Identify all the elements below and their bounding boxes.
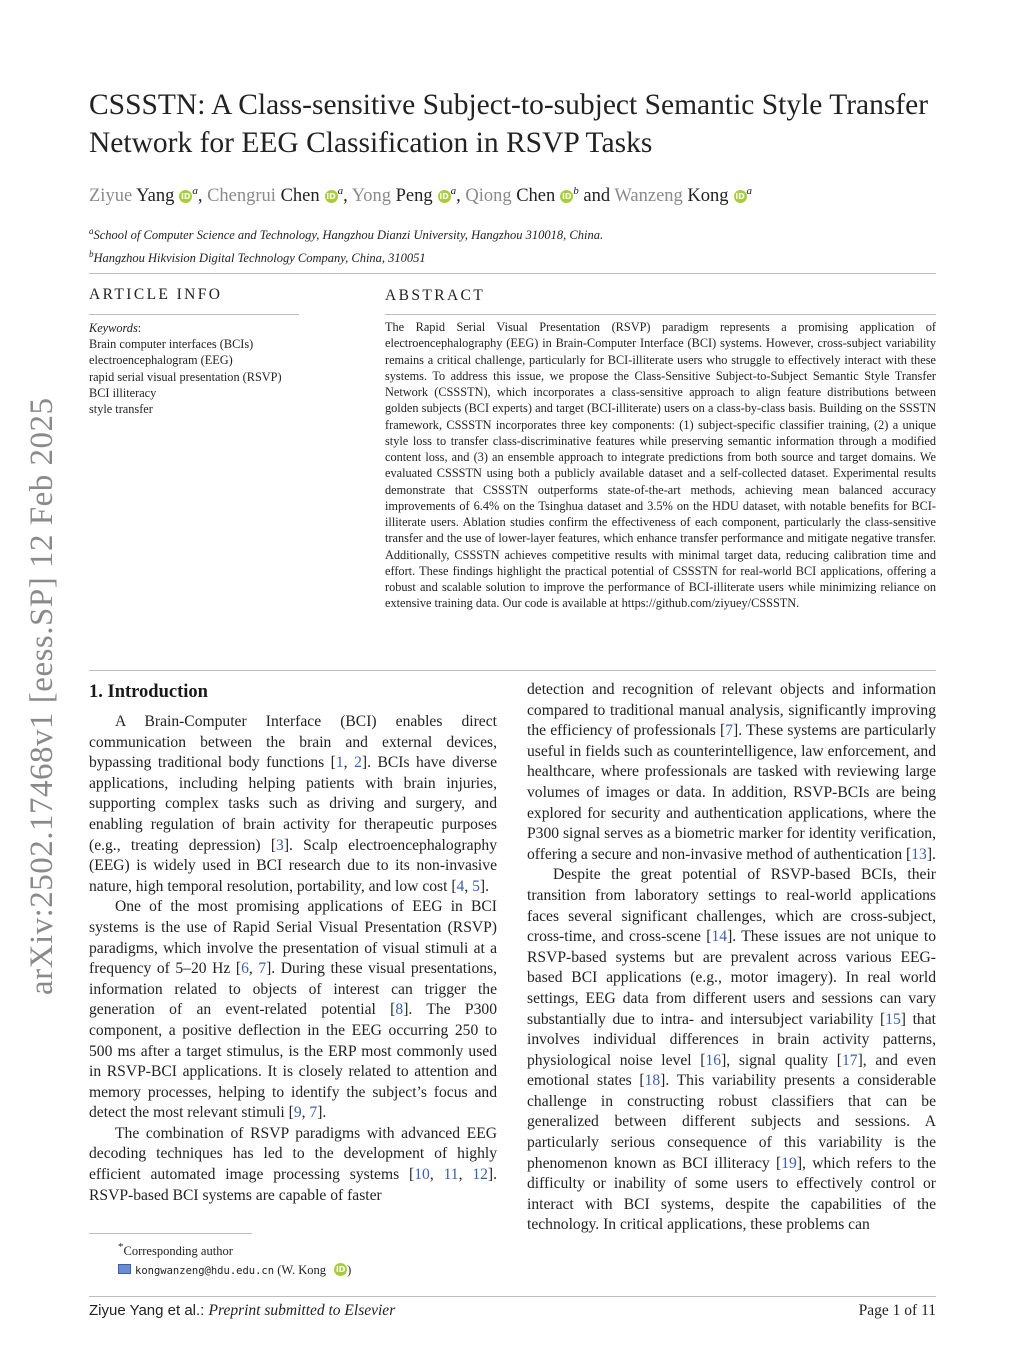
corresponding-name: (W. Kong [277, 1263, 327, 1278]
keyword-item: rapid serial visual presentation (RSVP) [89, 369, 282, 384]
citation-link[interactable]: 15 [885, 1010, 901, 1028]
body-paragraph: detection and recognition of relevant objects and information compared to traditional manual analysis, significantly improving the efficiency of professionals [7]. These systems are particularly useful in fields such as counterintelligence, law enforcement, and healthcare, where professionals are tasked with reviewing large volumes of images or data. In addition, RSVP-BCIs are being explored for security and authentication applications, where the P300 signal serves as a biometric marker for identity verification, offering a secure and non-invasive method of authentication [13]. [527, 681, 936, 863]
footer-authors: Ziyue Yang et al.: [89, 1302, 205, 1319]
page-number: Page 1 of 11 [858, 1302, 936, 1319]
citation-link[interactable]: 5 [472, 877, 480, 895]
footnote: *Corresponding author kongwanzeng@hdu.edu.cn (W. Kong iD ) [118, 1241, 352, 1278]
author-list: Ziyue Yang iD $^a$, Chengrui Chen iD $^a$, Yong Peng iD $^a$, Qiong Chen iD $^b$ and Wanzeng Kong iD $^a$ [89, 185, 753, 207]
abstract-heading: ABSTRACT [385, 287, 486, 304]
footer-divider [89, 1296, 936, 1297]
author-first-name: Ziyue [89, 186, 137, 207]
author-last-name: Yang [136, 186, 175, 207]
body-paragraph: A Brain-Computer Interface (BCI) enables direct communication between the brain and external devices, bypassing traditional body functions [1, 2]. BCIs have diverse applications, including helping patients with brain injuries, supporting complex tasks such as driving and surgery, and enabling regulation of brain activity for therapeutic purposes (e.g., treating depression) [3]. Scalp electroencephalography (EEG) is widely used in BCI research due to its non-invasive nature, high temporal resolution, portability, and low cost [4, 5]. [89, 713, 497, 895]
citation-link[interactable]: 19 [781, 1154, 797, 1172]
orcid-icon[interactable]: iD [335, 1265, 346, 1275]
body-paragraph: Despite the great potential of RSVP-based BCIs, their transition from laboratory settings to real-world applications faces several significant challenges, which are cross-subject, cross-time, and cross-scene [14]. These issues are not unique to RSVP-based systems but are prevalent across various EEG-based BCI applications (e.g., motor imagery). In real world settings, EEG data from different users and sessions can vary substantially due to intra- and intersubject variability [15] that involves individual differences in brain activity patterns, physiological noise level [16], signal quality [17], and even emotional states [18]. This variability presents a considerable challenge in constructing robust classifiers that can be generalized between different subjects and sessions. A particularly serious consequence of this variability is the phenomenon known as BCI illiteracy [19], which refers to the difficulty or inability of some users to effectively control or interact with BCI systems, despite the capabilities of the technology. In critical applications, these problems can [527, 866, 937, 1234]
affiliation-mark: a [746, 185, 753, 197]
citation-link[interactable]: 4 [456, 877, 465, 895]
author-yang-ziyue [89, 186, 198, 206]
citation-link[interactable]: 8 [395, 1001, 404, 1019]
keyword-item: Brain computer interfaces (BCIs) [89, 337, 254, 352]
affiliation-b: $^b$Hangzhou Hikvision Digital Technology Company, China, 310051 [89, 249, 426, 266]
citation-link[interactable]: 12 [472, 1166, 488, 1184]
footer-left [89, 1302, 395, 1320]
article-info-heading: ARTICLE INFO [89, 286, 223, 303]
orcid-icon[interactable]: iD [562, 192, 572, 202]
author-last-name: Chen [516, 186, 556, 207]
arxiv-identifier: arXiv:2502.17468v1 [eess.SP] 12 Feb 2025 [24, 397, 60, 995]
author-first-name: Wanzeng [614, 186, 688, 207]
author-first-name: Qiong [465, 186, 517, 207]
author-first-name: Chengrui [207, 186, 281, 207]
affiliation-mark: a [192, 185, 198, 197]
author-last-name: Chen [280, 186, 320, 207]
orcid-icon[interactable]: iD [735, 192, 745, 202]
abstract-bottom-divider [89, 670, 936, 671]
abstract-text: The Rapid Serial Visual Presentation (RSVP) paradigm represents a promising application of electroencephalography (EEG) in Brain-Computer Interface (BCI) systems. However, cross-subject variability remains a critical challenge, particularly for BCI-illiterate users who struggle to effectively interact with these systems. To address this issue, we propose the Class-Sensitive Subject-to-Subject Semantic Style Transfer Network (CSSSTN), which incorporates a class-sensitive approach to align feature distributions between golden subjects (BCI experts) and target (BCI-illiterate) users on a class-by-class basis. Building on the SSSTN framework, CSSSTN incorporates three key components: (1) subject-specific classifier training, (2) a unique style loss to transfer class-discriminative features while preserving semantic information through a modified content loss, and (3) an ensemble approach to integrate predictions from both source and target domains. We evaluated CSSSTN using both a publicly available dataset and a self-collected dataset. Experimental results demonstrate that CSSSTN outperforms state-of-the-art methods, achieving mean balanced accuracy improvements of 6.4% on the Tsinghua dataset and 3.5% on the HDU dataset, with notable benefits for BCI-illiterate users. Ablation studies confirm the effectiveness of each component, particularly the class-sensitive transfer and the use of lower-layer features, which enhance transfer performance and mitigate negative transfer. Additionally, CSSSTN achieves competitive results with minimal target data, reducing calibration time and effort. These findings highlight the practical potential of CSSSTN for real-world BCI applications, offering a robust and scalable solution to improve the performance of BCI-illiterate users while minimizing reliance on extensive training data. Our code is available at https://github.com/ziyuey/CSSSTN. [385, 320, 936, 611]
affiliation-mark: a [450, 185, 457, 197]
affiliation-a: $^a$School of Computer Science and Technology, Hangzhou Dianzi University, Hangzhou 310018, China. [89, 226, 604, 243]
keywords-block: Keywords: Brain computer interfaces (BCIs) electroencephalogram (EEG) rapid serial visual presentation (RSVP) BCI illiteracy style transfer [89, 320, 309, 417]
citation-link[interactable]: 17 [842, 1051, 858, 1069]
keyword-item: electroencephalogram (EEG) [89, 353, 233, 368]
footnote-divider [89, 1233, 252, 1234]
keyword-item: BCI illiteracy [89, 385, 157, 400]
paper-title: CSSSTN: A Class-sensitive Subject-to-subject Semantic Style Transfer Network for EEG Classification in RSVP Tasks [89, 89, 929, 159]
abstract-divider [385, 314, 936, 315]
orcid-icon[interactable]: iD [439, 192, 449, 202]
author-email[interactable]: kongwanzeng@hdu.edu.cn [135, 1265, 275, 1278]
affiliation-mark: b [573, 185, 579, 197]
header-divider [89, 273, 936, 274]
author-last-name: Kong [687, 186, 729, 207]
body-paragraph: One of the most promising applications of EEG in BCI systems is the use of Rapid Serial Visual Presentation (RSVP) paradigms, which involve the presentation of visual stimuli at a frequency of 5–20 Hz [6, 7]. During these visual presentations, information related to objects of interest can trigger the generation of an event-related potential [8]. The P300 component, a positive deflection in the EEG occurring 250 to 500 ms after a target stimulus, is the ERP most commonly used in RSVP-BCI applications. It is closely related to attention and memory processes, helping to identify the subject’s focus and detect the most relevant stimuli [9, 7]. [89, 898, 498, 1122]
citation-link[interactable]: 7 [258, 960, 267, 978]
author-peng-yong [352, 186, 456, 206]
footnote-label: Corresponding author [123, 1244, 233, 1259]
orcid-icon[interactable]: iD [326, 192, 336, 202]
citation-link[interactable]: 9 [293, 1104, 302, 1122]
citation-link[interactable]: 14 [711, 928, 728, 946]
author-chen-qiong [465, 186, 578, 206]
citation-link[interactable]: 6 [241, 960, 249, 978]
citation-link[interactable]: 11 [443, 1166, 459, 1184]
orcid-icon[interactable]: iD [181, 192, 191, 202]
citation-link[interactable]: 16 [705, 1051, 722, 1069]
citation-link[interactable]: 2 [354, 754, 362, 772]
keyword-item: style transfer [89, 402, 153, 417]
right-column [527, 680, 936, 1236]
body-paragraph: The combination of RSVP paradigms with advanced EEG decoding techniques has led to the development of highly efficient automated image processing systems [10, 11, 12]. RSVP-based BCI systems are capable of faster [89, 1124, 498, 1204]
email-icon [118, 1264, 131, 1274]
citation-link[interactable]: 3 [276, 836, 284, 854]
author-last-name: Peng [395, 186, 433, 207]
article-info-divider [89, 314, 299, 315]
affiliation-mark: a [337, 185, 344, 197]
keywords-label: Keywords [89, 321, 138, 335]
author-conjunction: and [578, 186, 615, 207]
author-kong-wanzeng [614, 186, 752, 206]
citation-link[interactable]: 13 [911, 845, 927, 863]
citation-link[interactable]: 1 [335, 754, 344, 772]
citation-link[interactable]: 7 [309, 1104, 318, 1122]
section-heading: 1. Introduction [89, 682, 208, 702]
affiliations [89, 222, 949, 268]
author-chen-chengrui [207, 186, 343, 206]
citation-link[interactable]: 10 [414, 1166, 430, 1184]
footer-journal: Preprint submitted to Elsevier [208, 1302, 396, 1319]
author-first-name: Yong [351, 186, 396, 207]
citation-link[interactable]: 7 [725, 722, 734, 740]
left-column [89, 712, 497, 1206]
citation-link[interactable]: 18 [644, 1072, 661, 1090]
